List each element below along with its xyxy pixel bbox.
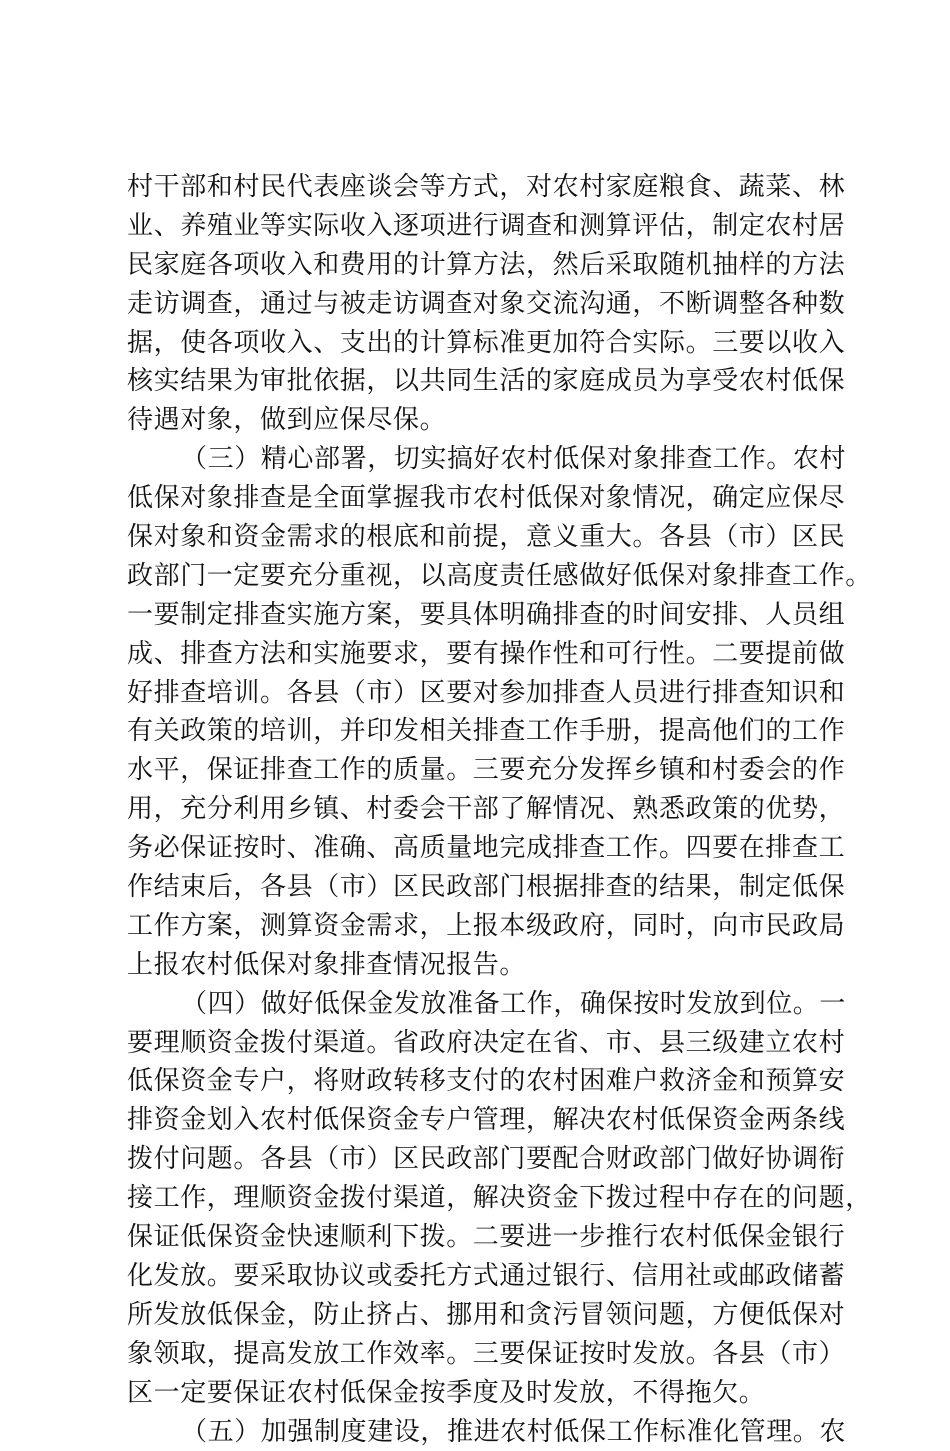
text-line: 低保资金专户，将财政转移支付的农村困难户救济金和预算安 xyxy=(127,1062,827,1101)
section-heading-line: （五）加强制度建设，推进农村低保工作标准化管理。农 xyxy=(127,1413,827,1451)
text-line: 成、排查方法和实施要求，要有操作性和可行性。二要提前做 xyxy=(127,635,827,674)
text-line: 民家庭各项收入和费用的计算方法，然后采取随机抽样的方法 xyxy=(127,246,827,285)
text-line: 象领取，提高发放工作效率。三要保证按时发放。各县（市） xyxy=(127,1335,827,1374)
text-line: 所发放低保金，防止挤占、挪用和贪污冒领问题，方便低保对 xyxy=(127,1296,827,1335)
text-line: 拨付问题。各县（市）区民政部门要配合财政部门做好协调衔 xyxy=(127,1140,827,1179)
text-line: 有关政策的培训，并印发相关排查工作手册，提高他们的工作 xyxy=(127,712,827,751)
text-line: 低保对象排查是全面掌握我市农村低保对象情况，确定应保尽 xyxy=(127,479,827,518)
text-line: 要理顺资金拨付渠道。省政府决定在省、市、县三级建立农村 xyxy=(127,1024,827,1063)
text-line: 政部门一定要充分重视，以高度责任感做好低保对象排查工作。 xyxy=(127,557,827,596)
text-line: 走访调查，通过与被走访调查对象交流沟通，不断调整各种数 xyxy=(127,285,827,324)
text-line: 核实结果为审批依据，以共同生活的家庭成员为享受农村低保 xyxy=(127,362,827,401)
text-line: 水平，保证排查工作的质量。三要充分发挥乡镇和村委会的作 xyxy=(127,751,827,790)
text-line: 保对象和资金需求的根底和前提，意义重大。各县（市）区民 xyxy=(127,518,827,557)
text-line: 区一定要保证农村低保金按季度及时发放，不得拖欠。 xyxy=(127,1374,827,1413)
section-heading-line: （三）精心部署，切实搞好农村低保对象排查工作。农村 xyxy=(127,440,827,479)
text-line: 作结束后，各县（市）区民政部门根据排查的结果，制定低保 xyxy=(127,868,827,907)
text-line: 保证低保资金快速顺利下拨。二要进一步推行农村低保金银行 xyxy=(127,1218,827,1257)
text-line: 好排查培训。各县（市）区要对参加排查人员进行排查知识和 xyxy=(127,674,827,713)
text-line: 上报农村低保对象排查情况报告。 xyxy=(127,946,827,985)
text-line: 用，充分利用乡镇、村委会干部了解情况、熟悉政策的优势， xyxy=(127,790,827,829)
text-line: 村干部和村民代表座谈会等方式，对农村家庭粮食、蔬菜、林 xyxy=(127,168,827,207)
text-line: 排资金划入农村低保资金专户管理，解决农村低保资金两条线 xyxy=(127,1101,827,1140)
text-line: 接工作，理顺资金拨付渠道，解决资金下拨过程中存在的问题， xyxy=(127,1179,827,1218)
document-body xyxy=(127,168,827,1451)
text-line: 待遇对象，做到应保尽保。 xyxy=(127,401,827,440)
section-heading-line: （四）做好低保金发放准备工作，确保按时发放到位。一 xyxy=(127,985,827,1024)
text-line: 一要制定排查实施方案，要具体明确排查的时间安排、人员组 xyxy=(127,596,827,635)
text-line: 业、养殖业等实际收入逐项进行调查和测算评估，制定农村居 xyxy=(127,207,827,246)
text-line: 务必保证按时、准确、高质量地完成排查工作。四要在排查工 xyxy=(127,829,827,868)
text-line: 工作方案，测算资金需求，上报本级政府，同时，向市民政局 xyxy=(127,907,827,946)
text-line: 化发放。要采取协议或委托方式通过银行、信用社或邮政储蓄 xyxy=(127,1257,827,1296)
text-line: 据，使各项收入、支出的计算标准更加符合实际。三要以收入 xyxy=(127,324,827,363)
